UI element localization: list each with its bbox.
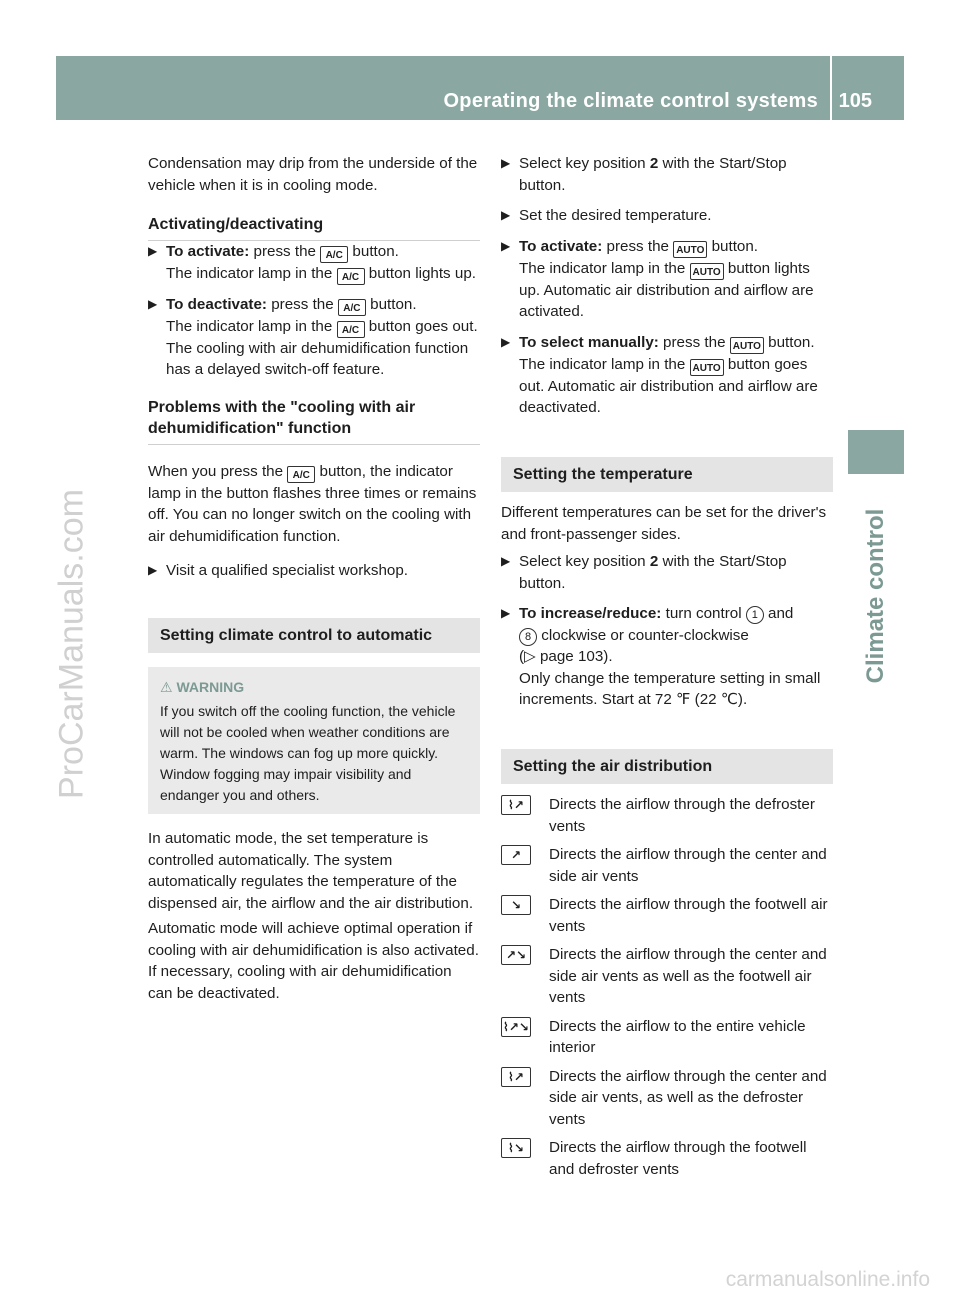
heading-problems: Problems with the "cooling with air dehumidification" function [148, 397, 480, 445]
step-deactivate: ▶ To deactivate: press the A/C button. The indicator lamp in the A/C button goes out. The cooling with air dehumidification function has a delayed switch-off feature. [148, 295, 478, 378]
page-header [56, 56, 904, 120]
page-number: 105 [838, 90, 872, 112]
step-increase-reduce: ▶ To increase/reduce: turn control 1 and 8 clockwise or counter-clockwise (▷ page 103). Only change the temperature setting in small increments. Start at 72 ℉ (22 ℃). [501, 605, 821, 708]
page-reference: (▷ page 103). [519, 648, 613, 665]
air-vent-icon: ⌇↗ [501, 1067, 531, 1087]
vent-description: Directs the airflow through the footwell air vents [549, 896, 828, 935]
step-visit-workshop: ▶ Visit a qualified specialist workshop. [148, 560, 480, 582]
step-activate: ▶ To activate: press the A/C button. The indicator lamp in the A/C button lights up. [148, 242, 476, 283]
air-vent-icon: ↘ [501, 895, 531, 915]
automatic-paragraph-1: In automatic mode, the set temperature is controlled automatically. The system automatically regulates the temperature of the dispensed air, the airflow and the air distribution. [148, 830, 474, 912]
arrow-icon: ▶ [501, 156, 511, 170]
arrow-icon: ▶ [501, 554, 511, 568]
arrow-icon: ▶ [501, 208, 511, 222]
vent-description: Directs the airflow to the entire vehicle interior [549, 1017, 806, 1056]
ac-button-icon: A/C [337, 321, 365, 338]
list-item [501, 894, 833, 937]
ac-button-icon: A/C [337, 268, 365, 285]
header-title: Operating the climate control systems [443, 90, 818, 112]
air-vent-icon: ⌇↗↘ [501, 1017, 531, 1037]
arrow-icon: ▶ [501, 334, 511, 349]
section-heading-temperature: Setting the temperature [501, 457, 833, 493]
auto-button-icon: AUTO [673, 241, 707, 258]
step-key-position-2: ▶ Select key position 2 with the Start/Stop button. [501, 553, 787, 592]
vent-description: Directs the airflow through the center and side air vents, as well as the defroster vents [549, 1067, 827, 1128]
air-vent-icon: ⌇↘ [501, 1138, 531, 1158]
right-column [501, 153, 833, 1187]
vent-description: Directs the airflow through the defroster vents [549, 796, 815, 835]
control-8-icon: 8 [519, 628, 537, 646]
auto-button-icon: AUTO [690, 263, 724, 280]
step-set-temperature: ▶ Set the desired temperature. [501, 205, 833, 227]
list-item [501, 1066, 833, 1131]
arrow-icon: ▶ [148, 296, 158, 311]
vent-description: Directs the airflow through the footwell and defroster vents [549, 1139, 807, 1178]
left-column [148, 153, 480, 1017]
section-heading-air-distribution: Setting the air distribution [501, 749, 833, 785]
arrow-icon: ▶ [148, 243, 158, 258]
air-vent-icon: ⌇↗ [501, 795, 531, 815]
ac-button-icon: A/C [320, 246, 348, 263]
ac-button-icon: A/C [338, 299, 366, 316]
vent-description: Directs the airflow through the center and side air vents [549, 846, 827, 885]
step-select-manually: ▶ To select manually: press the AUTO button. The indicator lamp in the AUTO button goes out. Automatic air distribution and airflow are deactivated. [501, 333, 818, 416]
arrow-icon: ▶ [501, 606, 511, 620]
control-1-icon: 1 [746, 606, 764, 624]
air-vent-icon: ↗↘ [501, 945, 531, 965]
list-item [501, 794, 833, 837]
step-label: To activate: [166, 242, 250, 260]
auto-button-icon: AUTO [690, 359, 724, 376]
air-distribution-list [501, 794, 833, 1180]
section-heading-automatic: Setting climate control to automatic [148, 618, 480, 654]
list-item [501, 844, 833, 887]
arrow-icon: ▶ [501, 238, 511, 253]
section-side-label: Climate control [862, 508, 889, 684]
header-separator [830, 56, 832, 120]
warning-triangle-icon: ⚠ [160, 679, 173, 695]
list-item [501, 944, 833, 1009]
warning-box [148, 667, 480, 814]
arrow-icon: ▶ [148, 563, 158, 577]
footer-watermark: carmanualsonline.info [725, 1268, 930, 1291]
warning-title: ⚠ WARNING [160, 679, 245, 695]
intro-text: Condensation may drip from the underside of the vehicle when it is in cooling mode. [148, 155, 478, 194]
auto-button-icon: AUTO [730, 337, 764, 354]
list-item [501, 1137, 833, 1180]
ac-button-icon: A/C [287, 466, 315, 483]
step-activate-auto: ▶ To activate: press the AUTO button. The indicator lamp in the AUTO button lights up. Automatic air distribution and airflow are activated. [501, 237, 814, 320]
problems-text: When you press the A/C button, the indicator lamp in the button flashes three times or remains off. You can no longer switch on the cooling with air dehumidification function. [148, 462, 477, 545]
automatic-paragraph-2: Automatic mode will achieve optimal operation if cooling with air dehumidification is also activated. If necessary, cooling with air dehumidification can be deactivated. [148, 920, 479, 1002]
temperature-intro: Different temperatures can be set for the driver's and front-passenger sides. [501, 504, 827, 543]
step-key-position: ▶ Select key position 2 with the Start/Stop button. [501, 155, 787, 194]
list-item [501, 1016, 833, 1059]
vent-description: Directs the airflow through the center and side air vents as well as the footwell air vents [549, 946, 827, 1006]
side-tab-marker [848, 430, 904, 474]
warning-text: If you switch off the cooling function, the vehicle will not be cooled when weather conditions are warm. The windows can fog up more quickly. Window fogging may impair visibility and endanger you and others. [160, 703, 456, 803]
heading-activating: Activating/deactivating [148, 214, 480, 241]
side-watermark: ProCarManuals.com [52, 489, 91, 799]
step-label: To deactivate: [166, 295, 267, 313]
air-vent-icon: ↗ [501, 845, 531, 865]
